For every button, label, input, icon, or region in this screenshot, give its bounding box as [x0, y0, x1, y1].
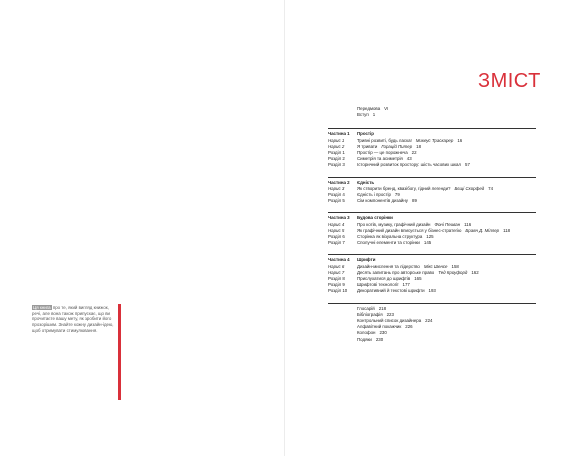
- entry-line: [357, 240, 431, 246]
- page-number: 22: [411, 150, 417, 156]
- entry-author: Тед Кроуфорд: [438, 269, 468, 275]
- note-text: про те, який вигляд книжок, речі, але вона також припускає, що ви прочитаєте вашу мету, як зробити його прозорішим. Знайте кожну дизайн-ідею, щоб отримувати стимулювання.: [32, 305, 114, 333]
- entry-title: Як графічний дизайн вписується у бізнес-стратегію: [357, 227, 462, 233]
- toc-part: [328, 177, 536, 205]
- entry-label: Нарис 2: [328, 143, 345, 149]
- page-number: 79: [394, 192, 400, 198]
- entry-label: Розділ 1: [328, 150, 345, 156]
- toc-entry: [357, 337, 536, 343]
- entry-title: Сім компонентів дизайну: [357, 198, 409, 204]
- part-title: Єдність: [357, 179, 375, 185]
- part-label: Частина 4: [328, 257, 350, 263]
- entry-label: Нарис 4: [328, 221, 345, 227]
- entry-title: Сторінка як візуальна структура: [357, 234, 423, 240]
- entry-label: Розділ 8: [328, 276, 345, 282]
- toc-entry: [328, 240, 536, 246]
- table-of-contents: [328, 106, 536, 343]
- entry-label: Розділ 6: [328, 234, 345, 240]
- entry-title: Симетрія та асиметрія: [357, 156, 403, 162]
- entry-label: Нарис 7: [328, 269, 345, 275]
- entry-label: Розділ 9: [328, 282, 345, 288]
- page-number: 57: [465, 162, 470, 168]
- toc-entry: [328, 288, 536, 294]
- entry-label: Нарис 6: [328, 263, 345, 269]
- page-number: 1: [372, 112, 376, 118]
- entry-label: Розділ 5: [328, 198, 345, 204]
- page-number: 223: [386, 311, 394, 317]
- part-label: Частина 2: [328, 179, 350, 185]
- entry-label: Розділ 2: [328, 156, 345, 162]
- page-number: 224: [425, 318, 433, 324]
- entry-title: Колофон: [357, 330, 376, 336]
- part-title: Будова сторінки: [357, 215, 393, 221]
- page-number: 193: [428, 288, 436, 294]
- entry-title: Декоративний й текстові шрифти: [357, 288, 425, 294]
- entry-title: Тривні розвиті, будь ласка!: [357, 137, 412, 143]
- part-label: Частина 3: [328, 215, 350, 221]
- page-number: VI: [384, 106, 389, 111]
- page-number: 43: [406, 156, 412, 162]
- entry-title: Контрольний список дизайнера: [357, 318, 422, 324]
- page-number: 18: [416, 143, 422, 149]
- page-number: 145: [423, 240, 432, 246]
- entry-author: Мікс Шенсе: [423, 263, 448, 269]
- entry-title: Простір — це порожнеча: [357, 150, 408, 156]
- entry-title: Глосарій: [357, 305, 375, 311]
- note-accent-rule: [118, 304, 121, 400]
- page-number: 218: [378, 305, 387, 311]
- page-title: ЗМІСТ: [478, 70, 541, 92]
- entry-label: Розділ 10: [328, 288, 348, 294]
- page-number: 89: [412, 198, 417, 204]
- entry-title: Десять запитань про авторське право: [357, 269, 435, 275]
- toc-part: [328, 212, 536, 246]
- entry-title: Вступ: [357, 112, 369, 118]
- page-number: 158: [451, 263, 459, 269]
- entry-title: Шрифтові технології: [357, 282, 399, 288]
- entry-title: Передмова: [357, 106, 381, 111]
- entry-title: Дизайн-мислення та лідерство: [357, 263, 420, 269]
- entry-label: Нарис 5: [328, 227, 345, 233]
- entry-line: [357, 162, 470, 168]
- page-number: 230: [375, 336, 384, 342]
- entry-title: Прислухатися до шрифтів: [357, 276, 411, 282]
- toc-entry: [357, 112, 536, 118]
- toc-part: [328, 128, 536, 168]
- toc-entry: [328, 198, 536, 204]
- page-number: 116: [464, 221, 472, 227]
- entry-label: Розділ 3: [328, 162, 345, 168]
- page-gutter: [284, 0, 285, 456]
- entry-author: Бєщі Скорфед: [454, 185, 485, 191]
- entry-line: [357, 288, 436, 294]
- entry-title: Я тривати: [357, 143, 378, 149]
- back-matter: [328, 303, 536, 343]
- note-highlight: Ця книга: [33, 305, 51, 310]
- entry-title: Подяки: [357, 336, 372, 342]
- page-number: 74: [488, 185, 494, 191]
- entry-label: Нарис 1: [328, 137, 345, 143]
- entry-label: Розділ 7: [328, 240, 345, 246]
- entry-title: Єдність і простір: [357, 192, 391, 198]
- part-title: Шрифти: [357, 257, 376, 263]
- toc-part: [328, 254, 536, 294]
- page-number: 177: [402, 282, 410, 288]
- toc-entry: [328, 162, 536, 168]
- page-number: 118: [503, 227, 511, 233]
- page-number: 165: [414, 276, 422, 282]
- entry-title: Про котів, музику, графічний дизайн: [357, 221, 431, 227]
- entry-label: Нарис 3: [328, 185, 345, 191]
- part-label: Частина 1: [328, 131, 350, 137]
- entry-author: Горацій Питер: [381, 143, 413, 149]
- page-number: 226: [405, 324, 413, 330]
- entry-title: Бібліографія: [357, 311, 383, 317]
- part-title: Простір: [357, 131, 374, 137]
- entry-title: Як створити бренд, квазібогу, гідний легенди?: [357, 185, 451, 191]
- page-number: 230: [379, 330, 387, 336]
- page-number: 16: [457, 137, 463, 143]
- entry-author: Микеус Траскарер: [415, 137, 454, 143]
- page-number: 162: [471, 269, 479, 275]
- entry-title: Алфавітний покажчик: [357, 324, 402, 330]
- entry-label: Розділ 4: [328, 192, 345, 198]
- margin-note: [32, 305, 114, 334]
- entry-author: Фоні Пеиван: [434, 221, 461, 227]
- entry-line: [357, 198, 417, 204]
- front-matter: [328, 106, 536, 118]
- toc-sections: [328, 128, 536, 294]
- entry-title: Історичний розвиток простору: шість часових шкал: [357, 162, 461, 168]
- entry-author: Браян Д. Міллер: [465, 227, 500, 233]
- page-number: 125: [426, 234, 434, 240]
- entry-title: Сполучні елементи та сторінки: [357, 240, 420, 246]
